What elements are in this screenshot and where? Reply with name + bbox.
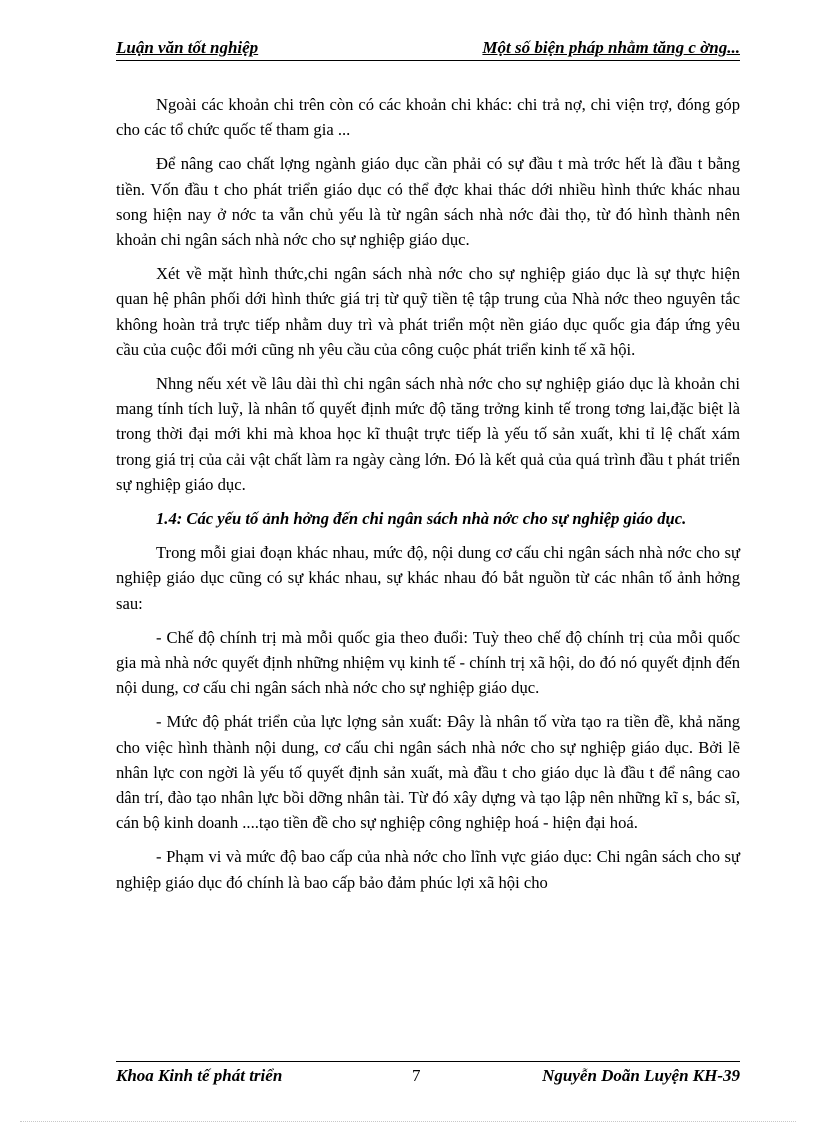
paragraph: Ngoài các khoản chi trên còn có các khoản chi khác: chi trả nợ, chi viện trợ, đóng góp cho các tổ chức quốc tế tham gia ... (116, 95, 740, 140)
paragraph: Nhng nếu xét về lâu dài thì chi ngân sách nhà nớc cho sự nghiệp giáo dục là khoản chi mang tính tích luỹ, là nhân tố quyết định mức độ tăng trởng kinh tế trong tơng lai,đặc biệt là trong thời đại mới khi mà khoa học kĩ thuật trực tiếp là yếu tố sản xuất, khi tỉ lệ chất xám trong giá trị của cải vật chất làm ra ngày càng lớn. Đó là kết quả của quá trình đầu t phát triển sự nghiệp giáo dục. (116, 374, 740, 494)
page-footer (116, 1066, 740, 1090)
section-heading: 1.4: Các yếu tố ảnh hởng đến chi ngân sách nhà nớc cho sự nghiệp giáo dục. (156, 509, 687, 529)
page-number: 7 (412, 1066, 421, 1085)
body-text (116, 92, 740, 904)
footer-faculty: Khoa Kinh tế phát triển (116, 1066, 283, 1085)
paragraph: Để nâng cao chất lợng ngành giáo dục cần phải có sự đầu t mà trớc hết là đầu t bằng tiền. Vốn đầu t cho phát triển giáo dục có thể đợc khai thác dới nhiều hình thức khác nhau song hiện nay ở nớc ta vẫn chủ yếu là từ ngân sách nhà nớc đài thọ, từ đó hình thành nên khoản chi ngân sách nhà nớc cho sự nghiệp giáo dục. (116, 154, 740, 250)
page-edge-divider (20, 1121, 796, 1122)
page-header (116, 36, 740, 61)
paragraph: Xét về mặt hình thức,chi ngân sách nhà nớc cho sự nghiệp giáo dục là sự thực hiện quan hệ phân phối dới hình thức giá trị từ quỹ tiền tệ tập trung của Nhà nớc theo nguyên tắc không hoàn trả trực tiếp nhằm duy trì và phát triển một nền giáo dục quốc gia đáp ứng yêu cầu của cuộc đổi mới cũng nh yêu cầu của công cuộc phát triển kinh tế xã hội. (116, 264, 740, 359)
paragraph: - Chế độ chính trị mà mỗi quốc gia theo đuổi: Tuỳ theo chế độ chính trị của mỗi quốc gia mà nhà nớc quyết định những nhiệm vụ kinh tế - chính trị xã hội, do đó nó quyết định đến nội dung, cơ cấu chi ngân sách nhà nớc cho sự nghiệp giáo dục. (116, 627, 740, 698)
footer-divider (116, 1061, 740, 1062)
header-thesis-label: Luận văn tốt nghiệp (116, 38, 259, 57)
footer-author: Nguyễn Doãn Luyện KH-39 (542, 1066, 740, 1085)
paragraph: - Mức độ phát triển của lực lợng sản xuất: Đây là nhân tố vừa tạo ra tiền đề, khả năng cho việc hình thành nội dung, cơ cấu chi ngân sách nhà nớc cho sự nghiệp giáo dục. Bởi lẽ nhân lực con ngời là yếu tố quyết định sản xuất, mà đầu t cho giáo dục là đầu t để nâng cao dân trí, đào tạo nhân lực bồi dỡng nhân tài. Từ đó xây dựng và tạo lập nên những kĩ s, bác sĩ, cán bộ kinh doanh ....tạo tiền đề cho sự nghiệp công nghiệp hoá - hiện đại hoá. (116, 712, 740, 833)
paragraph: Trong mỗi giai đoạn khác nhau, mức độ, nội dung cơ cấu chi ngân sách nhà nớc cho sự nghiệp giáo dục cũng có sự khác nhau, sự khác nhau đó bắt nguồn từ các nhân tố ảnh hởng sau: (116, 543, 740, 613)
header-title: Một số biện pháp nhằm tăng c ờng... (482, 38, 740, 57)
paragraph: - Phạm vi và mức độ bao cấp của nhà nớc cho lĩnh vực giáo dục: Chi ngân sách cho sự nghiệp giáo dục đó chính là bao cấp bảo đảm phúc lợi xã hội cho (116, 847, 740, 892)
